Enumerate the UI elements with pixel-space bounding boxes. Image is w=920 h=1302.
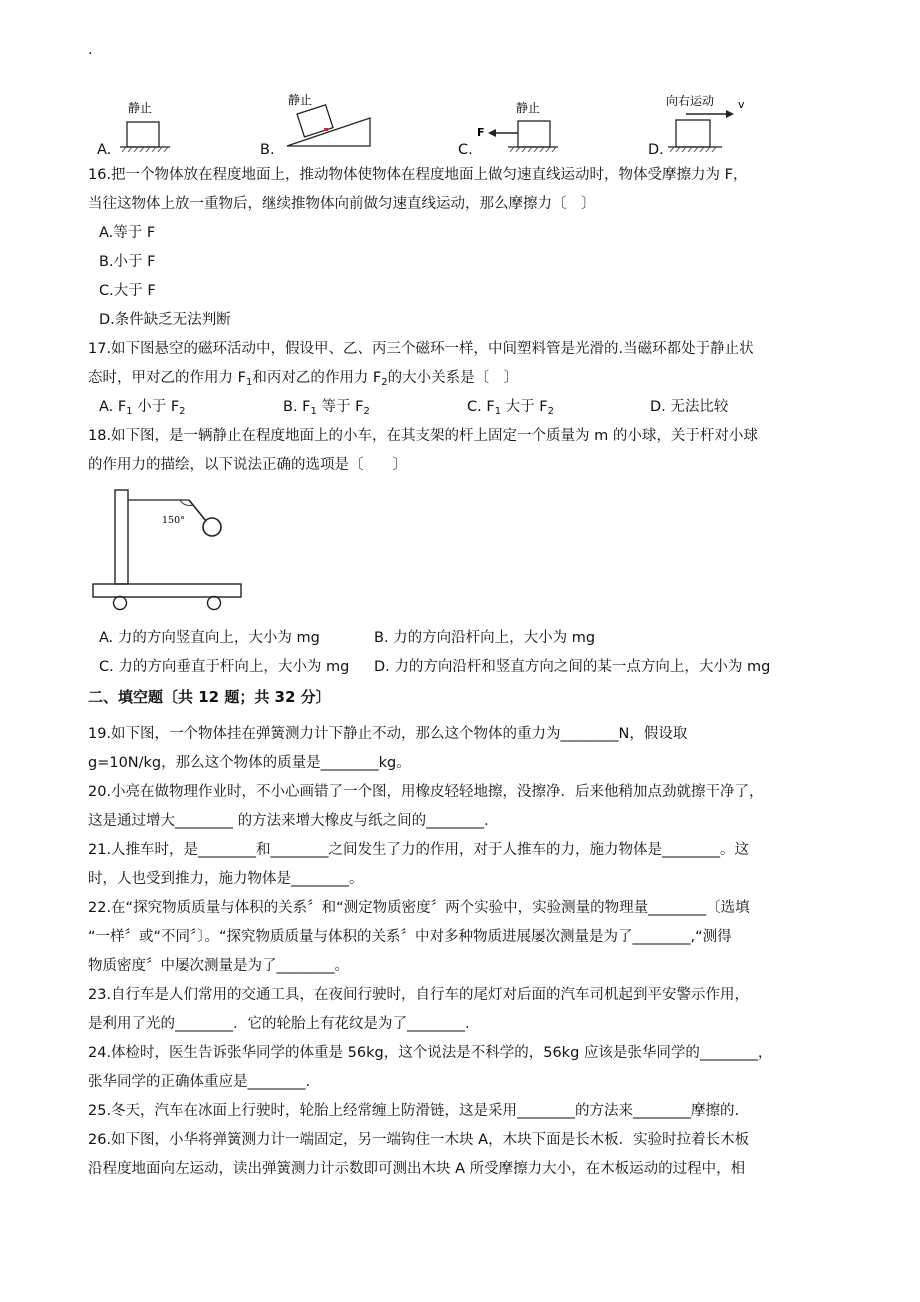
q25-line1: 25.冬天，汽车在冰面上行驶时，轮胎上经常缠上防滑链，这是采用________的方法来________摩擦的. [88,1103,740,1119]
q16-option-b: B.小于 F [99,254,156,270]
q18-option-b: B. 力的方向沿杆向上，大小为 mg [374,630,596,646]
q18-line1: 18.如下图，是一辆静止在程度地面上的小车，在其支架的杆上固定一个质量为 m 的小球，关于杆对小球 [88,428,758,444]
q21-line1: 21.人推车时，是________和________之间发生了力的作用，对于人推车的力，施力物体是________。这 [88,842,750,858]
figure-cart-with-rod-ball [90,486,250,616]
q18-line2: 的作用力的描绘，以下说法正确的选项是〔 〕 [88,457,407,473]
figure-c-block-with-force [476,95,561,157]
figure-d-moving-block [664,90,754,157]
fig-b-letter: B. [260,142,275,158]
q17-option-a: A. $F_1$ 小于 $F_2$ [99,399,186,417]
q23-line2: 是利用了光的________．它的轮胎上有花纹是为了________. [88,1016,470,1032]
q24-line1: 24.体检时，医生告诉张华同学的体重是 56kg，这个说法是不科学的，56kg 应该是张华同学的________， [88,1045,773,1061]
q18-option-c: C. 力的方向垂直于杆向上，大小为 mg [99,659,350,675]
q20-line2: 这是通过增大________ 的方法来增大橡皮与纸之间的________. [88,813,489,829]
q16-option-a: A.等于 F [99,225,156,241]
q17-option-c: C. $F_1$ 大于 $F_2$ [467,399,554,417]
fig-d-velocity-label: v [738,98,745,111]
q21-line2: 时，人也受到推力，施力物体是________。 [88,871,364,887]
q24-line2: 张华同学的正确体重应是________. [88,1074,311,1090]
q17-line2: 态时，甲对乙的作用力 $F_1$和丙对乙的作用力 $F_2$的大小关系是〔 〕 [88,370,519,388]
fig-a-label: 静止 [128,101,153,115]
fig-d-letter: D. [648,142,664,158]
q19-line1: 19.如下图，一个物体挂在弹簧测力计下静止不动，那么这个物体的重力为________N，假设取 [88,726,688,742]
q17-option-b: B. $F_1$ 等于 $F_2$ [283,399,370,417]
q22-line1: 22.在“探究物质质量与体积的关系〞和“测定物质密度〞两个实验中，实验测量的物理量________〔选填 [88,900,750,916]
q19-line2: g=10N/kg，那么这个物体的质量是________kg。 [88,755,411,771]
angle-label: 150° [162,515,185,526]
fig-c-label: 静止 [516,101,541,115]
fig-c-force-label: F [477,126,485,139]
q26-line1: 26.如下图，小华将弹簧测力计一端固定，另一端钩住一木块 A，木块下面是长木板．实验时拉着长木板 [88,1132,750,1148]
q22-line2: “一样〞或“不同〞〕。“探究物质质量与体积的关系〞中对多种物质进展屡次测量是为了________,“测得 [88,929,732,945]
q16-line1: 16.把一个物体放在程度地面上，推动物体使物体在程度地面上做匀速直线运动时，物体受摩擦力为 F， [88,167,748,183]
q20-line1: 20.小亮在做物理作业时，不小心画错了一个图，用橡皮轻轻地擦，没擦净．后来他稍加点劲就擦干净了， [88,784,764,800]
q18-option-d: D. 力的方向沿杆和竖直方向之间的某一点方向上，大小为 mg [374,659,771,675]
figure-a-block-on-ground [118,95,178,157]
q22-line3: 物质密度〞中屡次测量是为了________。 [88,958,349,974]
fig-c-letter: C. [458,142,473,158]
fig-b-label: 静止 [288,93,313,107]
section-heading: 二、填空题〔共 12 题；共 32 分〕 [88,688,331,706]
q23-line1: 23.自行车是人们常用的交通工具，在夜间行驶时，自行车的尾灯对后面的汽车司机起到平安警示作用， [88,987,750,1003]
q16-line2: 当往这物体上放一重物后，继续推物体向前做匀速直线运动，那么摩擦力〔 〕 [88,196,596,212]
fig-a-letter: A. [97,142,112,158]
q17-option-d: D. 无法比较 [650,399,729,415]
fig-d-label: 向右运动 [666,94,715,108]
q16-option-c: C.大于 F [99,283,156,299]
page-dot: . [88,42,93,58]
q16-option-d: D.条件缺乏无法判断 [99,312,231,328]
q26-line2: 沿程度地面向左运动，读出弹簧测力计示数即可测出木块 A 所受摩擦力大小，在木板运动的过程中，相 [88,1161,746,1177]
figure-b-block-on-incline [282,88,377,158]
q18-option-a: A. 力的方向竖直向上，大小为 mg [99,630,320,646]
q17-line1: 17.如下图悬空的磁环活动中，假设甲、乙、丙三个磁环一样，中间塑料管是光滑的.当磁环都处于静止状 [88,341,754,357]
